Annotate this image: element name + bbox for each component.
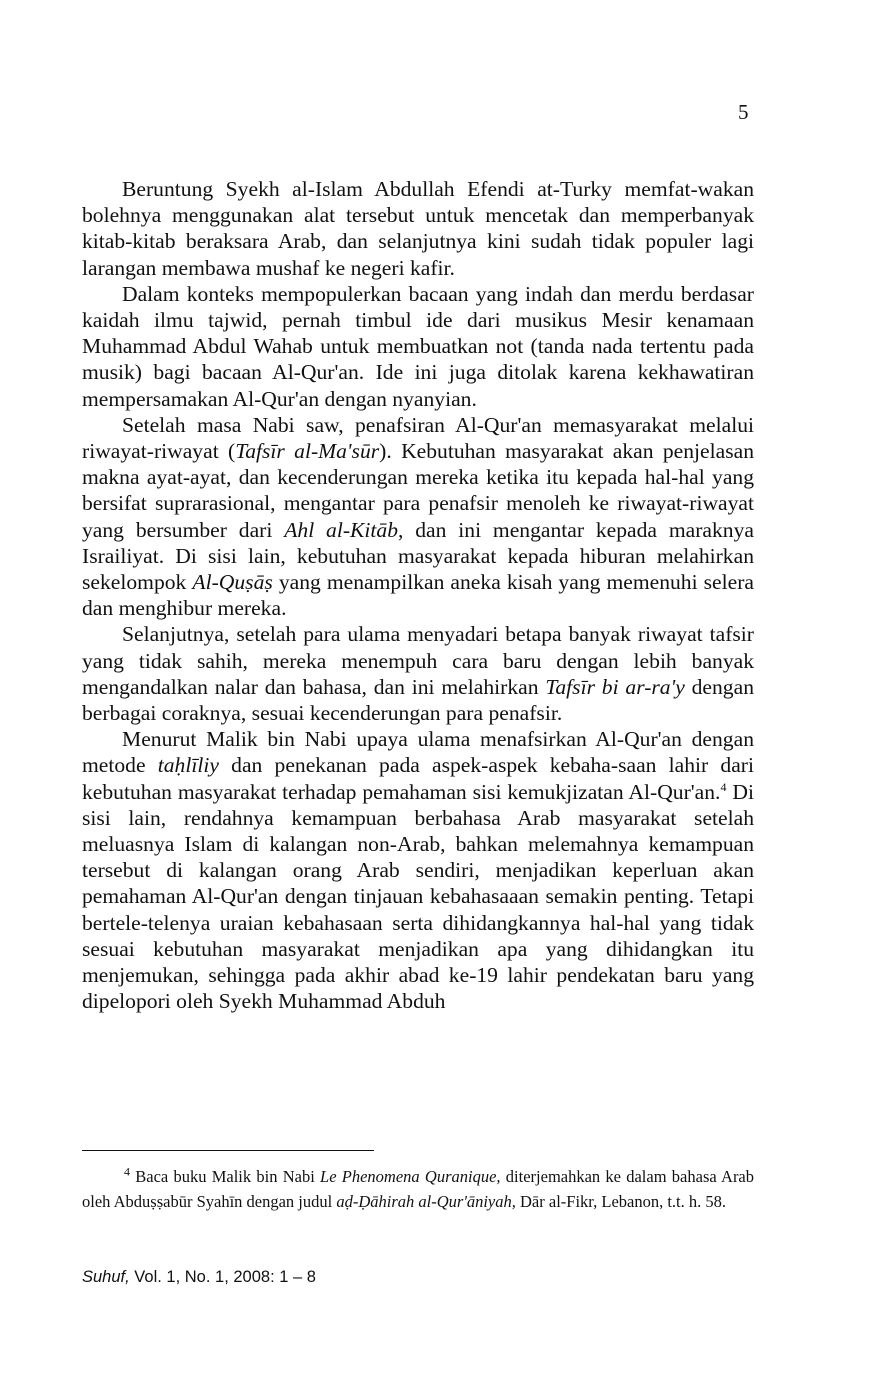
text-run: Setelah masa Nabi saw, penafsiran Al-Qur'an memasyarakat melalui riwayat-riwayat ( [82,412,754,464]
paragraph [82,281,754,412]
paragraph [82,621,754,726]
footnote [82,1164,754,1214]
italic-term: Le Phenomena Quranique, [320,1167,501,1186]
italic-term: Tafsīr bi ar-ra'y [545,674,685,699]
text-run: Beruntung Syekh al-Islam Abdullah Efendi at-Turky memfat-wakan bolehnya menggunakan alat tersebut untuk mencetak dan memperbanyak kitab-kitab beraksara Arab, dan selanjutnya kini sudah tidak populer lagi larangan membawa mushaf ke negeri kafir. [82,177,754,280]
italic-term: Tafsīr al-Ma'sūr [235,439,380,464]
text-run: ). Kebutuhan masyarakat akan penjelasan makna ayat-ayat, dan kecenderungan mereka ketika itu kepada hal-hal yang bersifat suprarasional, mengantar para penafsir menoleh ke riwayat-riwayat yang bersumber dari [82,439,754,542]
text-run: Dār al-Fikr, Lebanon, t.t. h. 58. [515,1192,727,1211]
paragraph [82,176,754,281]
paragraph [82,726,754,1014]
page-number: 5 [738,100,749,124]
text-run: dengan berbagai coraknya, sesuai kecenderungan para penafsir. [82,674,754,726]
italic-term: Al-Quṣāṣ [192,570,273,595]
text-run: Baca buku Malik bin Nabi [130,1167,321,1186]
italic-term: aḍ-Ḍāhirah al-Qur'āniyah, [336,1192,516,1211]
text-run: diterjemahkan ke dalam bahasa Arab oleh Abduṣṣabūr Syahīn dengan judul [82,1167,755,1211]
body-text [82,176,754,1015]
journal-footer [82,1268,316,1287]
italic-term: taḥlīliy [157,753,219,778]
paragraph [82,412,754,622]
text-run: Menurut Malik bin Nabi upaya ulama menafsirkan Al-Qur'an dengan metode [82,727,754,778]
footnote-marker: 4 [124,1164,130,1179]
italic-term: Ahl al-Kitāb [284,517,399,542]
text-run: Di sisi lain, rendahnya kemampuan berbahasa Arab masyarakat setelah meluasnya Islam di kalangan non-Arab, bahkan melemahnya kemampuan tersebut di kalangan orang Arab sendiri, menjadikan keperluan akan pemahaman Al-Qur'an dengan tinjauan kebahasaaan semakin penting. Tetapi bertele-telenya uraian kebahasaan serta dihidangkannya hal-hal yang tidak sesuai kebutuhan masyarakat menjadikan apa yang dihidangkan itu menjemukan, sehingga pada akhir abad ke-19 lahir pendekatan baru yang dipelopori oleh Syekh Muhammad Abduh [82,779,754,1014]
text-run: Dalam konteks mempopulerkan bacaan yang indah dan merdu berdasar kaidah ilmu tajwid, pernah timbul ide dari musikus Mesir kenamaan Muhammad Abdul Wahab untuk membuatkan not (tanda nada tertentu pada musik) bagi bacaan Al-Qur'an. Ide ini juga ditolak karena kekhawatiran mempersamakan Al-Qur'an dengan nyanyian. [82,281,754,411]
text-run: yang menampilkan aneka kisah yang memenuhi selera dan menghibur mereka. [82,570,754,621]
journal-name: Suhuf, [82,1268,130,1286]
text-run: Selanjutnya, setelah para ulama menyadari betapa banyak riwayat tafsir yang tidak sahih, mereka menempuh cara baru dengan lebih banyak mengandalkan nalar dan bahasa, dan ini melahirkan [82,622,754,699]
text-run: , dan ini mengantar kepada maraknya Israiliyat. Di sisi lain, kebutuhan masyarakat kepada hiburan melahirkan sekelompok [82,517,754,595]
text-run: dan penekanan pada aspek-aspek kebaha-saan lahir dari kebutuhan masyarakat terhadap pemahaman sisi kemukjizatan Al-Qur'an. [82,753,754,804]
journal-details: Vol. 1, No. 1, 2008: 1 – 8 [129,1268,316,1286]
footnote-divider [82,1150,374,1151]
footnote-marker: 4 [720,779,727,794]
